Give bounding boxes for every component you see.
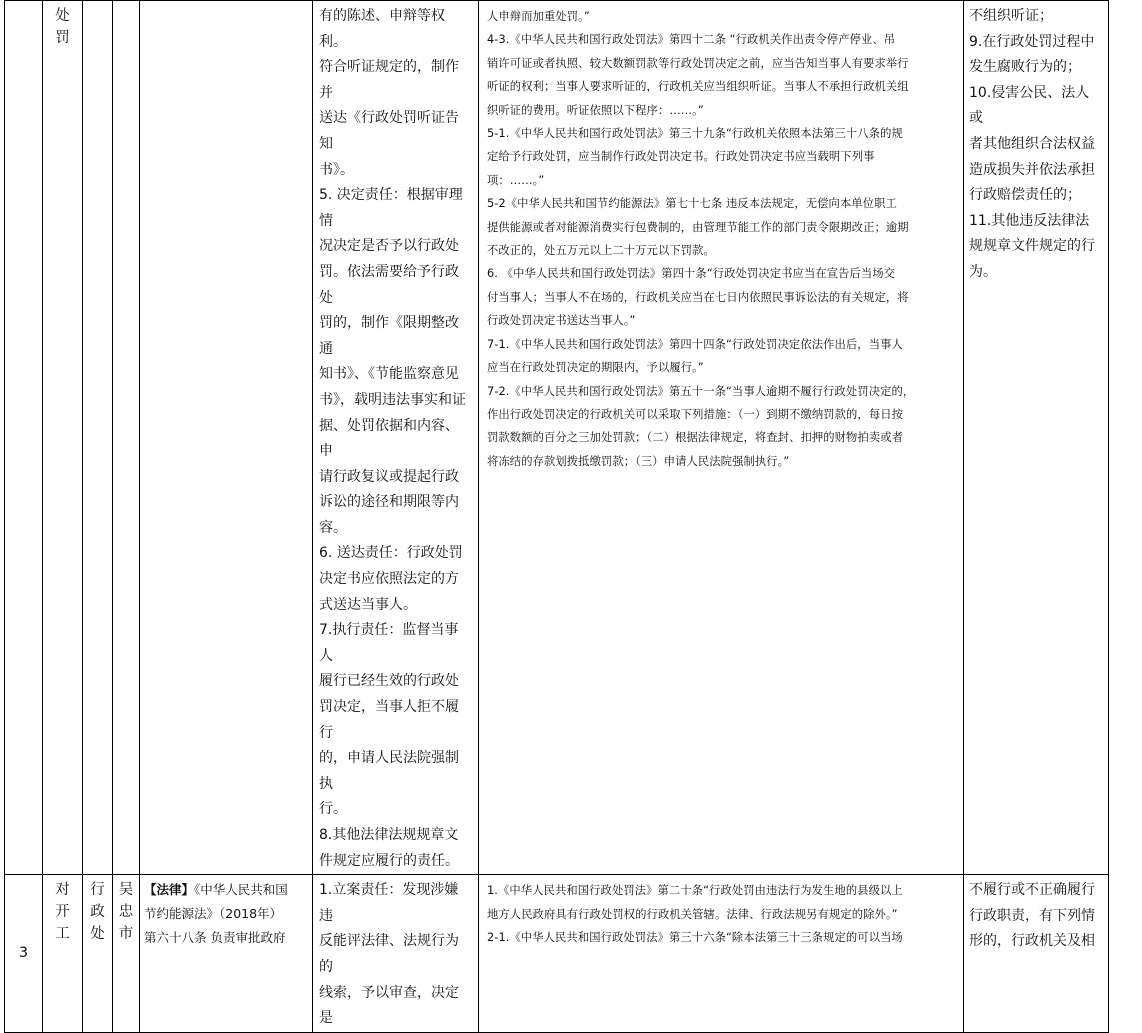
- text-line: 7-2.《中华人民共和国行政处罚法》第五十一条“当事人逾期不履行行政处罚决定的，: [487, 384, 915, 398]
- row1-level-cell: [113, 1, 140, 875]
- row1-index-cell: [5, 1, 43, 875]
- text-line: 线索，予以审查，决定是: [319, 984, 459, 1027]
- text-line: 有的陈述、申辩等权利。: [319, 8, 445, 50]
- text-line: 对: [55, 882, 70, 899]
- table-row: [5, 1, 1109, 875]
- text-line: 送达《行政处罚听证告知: [319, 110, 459, 152]
- text-line: 为。: [969, 263, 997, 280]
- text-line: 据、处罚依据和内容、申: [319, 417, 459, 460]
- text-line: 1.《中华人民共和国行政处罚法》第二十条“行政处罚由违法行为发生地的县级以上: [487, 884, 903, 898]
- text-line: 工: [55, 926, 70, 943]
- row2-basis-cell: [140, 875, 313, 1033]
- row2-level-cell: [113, 875, 140, 1033]
- row2-index-cell: [5, 875, 43, 1033]
- text-line: 4-3.《中华人民共和国行政处罚法》第四十二条 “行政机关作出责令停产停业、吊: [487, 33, 896, 47]
- text-line: 规规章文件规定的行: [969, 238, 1095, 255]
- row2-basis-text: [140, 875, 312, 950]
- text-line: 应当在行政处罚决定的期限内，予以履行。”: [487, 361, 704, 375]
- text-line: 造成损失并依法承担: [969, 161, 1095, 178]
- text-line: 罚决定，当事人拒不履行: [319, 699, 459, 741]
- text-line: 人申辩而加重处罚。”: [487, 10, 590, 23]
- text-line: 开: [55, 904, 70, 921]
- text-line: 式送达当事人。: [319, 596, 417, 613]
- row1-type-cell: [83, 1, 113, 875]
- text-line: 处: [90, 926, 105, 943]
- row1-legal-basis-text: [479, 1, 963, 473]
- text-line: 1.立案责任：发现涉嫌违: [319, 882, 459, 924]
- text-line: 行: [90, 882, 105, 899]
- text-line: 7.执行责任：监督当事人: [319, 622, 459, 664]
- text-line: 政: [90, 904, 105, 921]
- text-line: 形的，行政机关及相: [969, 933, 1095, 950]
- row2-type: [83, 875, 112, 945]
- text-line: 付当事人；当事人不在场的，行政机关应当在七日内依照民事诉讼法的有关规定，将: [487, 290, 909, 304]
- text-line: 2-1.《中华人民共和国行政处罚法》第三十六条“除本法第三十三条规定的可以当场: [487, 931, 903, 944]
- row2-level: [113, 875, 139, 945]
- text-line: 书》。: [319, 161, 354, 178]
- text-line: 诉讼的途径和期限等内: [319, 494, 459, 511]
- text-line: 发生腐败行为的；: [969, 59, 1081, 76]
- text-line: 不组织听证；: [969, 8, 1053, 24]
- row2-type-cell: [83, 875, 113, 1033]
- text-line: 8.其他法律法规规章文: [319, 827, 459, 843]
- text-line: 反能评法律、法规行为的: [319, 933, 459, 975]
- text-line: 请行政复议或提起行政: [319, 468, 459, 485]
- text-line: 行政赔偿责任的；: [969, 187, 1081, 204]
- text-line: 6. 《中华人民共和国行政处罚法》第四十条“行政处罚决定书应当在宣告后当场交: [487, 267, 896, 281]
- text-line: 7-1.《中华人民共和国行政处罚法》第四十四条“行政处罚决定依法作出后，当事人: [487, 337, 903, 351]
- text-line: 作出行政处罚决定的行政机关可以采取下列措施：（一）到期不缴纳罚款的，每日按: [487, 407, 904, 421]
- text-line: 听证的权利；当事人要求听证的，行政机关应当组织听证。当事人不承担行政机关组: [487, 80, 909, 94]
- basis-line: 第六十八条 负责审批政府: [144, 930, 286, 946]
- text-line: 地方人民政府具有行政处罚权的行政机关管辖。法律、行政法规另有规定的除外。”: [487, 907, 898, 921]
- row1-item-name: 处罚: [55, 8, 70, 46]
- row1-responsibility-cell: [313, 1, 479, 875]
- text-line: 罚款数额的百分之三加处罚款；（二）根据法律规定，将查封、扣押的财物拍卖或者: [487, 431, 904, 445]
- row1-responsibility-text: [313, 1, 478, 874]
- text-line: 件规定应履行的责任。: [319, 852, 459, 869]
- row1-item-name-cell: [43, 1, 83, 875]
- row2-item-name-cell: [43, 875, 83, 1033]
- row2-responsibility-cell: [313, 875, 479, 1033]
- row1-basis-cell: [140, 1, 313, 875]
- row2-accountability-text: [964, 875, 1108, 955]
- row2-item-name: [43, 875, 82, 945]
- text-line: 书》，载明违法事实和证: [319, 391, 466, 408]
- text-line: 10.侵害公民、法人或: [969, 84, 1090, 127]
- text-line: 罚。依法需要给予行政处: [319, 263, 459, 306]
- text-line: 忠: [118, 904, 134, 921]
- text-line: 行政处罚决定书送达当事人。”: [487, 314, 636, 328]
- text-line: 项：……。”: [487, 173, 545, 187]
- text-line: 决定书应依照法定的方: [319, 571, 459, 588]
- text-line: 符合听证规定的，制作并: [319, 59, 459, 101]
- text-line: 况决定是否予以行政处: [319, 238, 459, 255]
- row2-accountability-cell: [964, 875, 1109, 1033]
- text-line: 市: [118, 926, 134, 943]
- row1-legal-basis-cell: [479, 1, 964, 875]
- text-line: 5-2《中华人民共和国节约能源法》第七十七条 违反本法规定，无偿向本单位职工: [487, 197, 897, 211]
- text-line: 提供能源或者对能源消费实行包费制的，由管理节能工作的部门责令限期改正；逾期: [487, 220, 909, 234]
- text-line: 罚的，制作《限期整改通: [319, 315, 459, 357]
- text-line: 定给予行政处罚，应当制作行政处罚决定书。行政处罚决定书应当载明下列事: [487, 150, 875, 164]
- text-line: 将冻结的存款划拨抵缴罚款；（三）申请人民法院强制执行。”: [487, 454, 790, 468]
- text-line: 9.在行政处罚过程中: [969, 33, 1095, 50]
- text-line: 容。: [319, 519, 347, 536]
- text-line: 履行已经生效的行政处: [319, 673, 459, 690]
- text-line: 织听证的费用。听证依照以下程序：……。”: [487, 103, 704, 117]
- text-line: 6. 送达责任：行政处罚: [319, 545, 463, 562]
- row1-accountability-cell: [964, 1, 1109, 875]
- row2-index: 3: [18, 945, 29, 962]
- row2-legal-basis-cell: [479, 875, 964, 1033]
- text-line: 行。: [319, 801, 347, 818]
- text-line: 5. 决定责任：根据审理情: [319, 187, 463, 229]
- text-line: 11.其他违反法律法: [969, 212, 1090, 229]
- row2-responsibility-text: [313, 875, 478, 1032]
- text-line: 者其他组织合法权益: [969, 135, 1095, 152]
- administrative-penalty-table: [4, 0, 1109, 1033]
- row2-legal-basis-text: [479, 875, 963, 949]
- row1-accountability-text: [964, 1, 1108, 286]
- law-tag: 【法律】: [144, 882, 195, 898]
- text-line: 5-1.《中华人民共和国行政处罚法》第三十九条“行政机关依照本法第三十八条的规: [487, 127, 903, 141]
- text-line: 吴: [118, 882, 134, 899]
- text-line: 知书》、《节能监察意见: [319, 366, 459, 383]
- basis-line: 节约能源法》（2018年）: [144, 906, 283, 922]
- table-row: [5, 875, 1109, 1033]
- text-line: 行政职责，有下列情: [969, 907, 1095, 924]
- basis-line: 《中华人民共和国: [194, 882, 288, 898]
- text-line: 销许可证或者执照、较大数额罚款等行政处罚决定之前，应当告知当事人有要求举行: [487, 56, 909, 70]
- text-line: 不履行或不正确履行: [969, 882, 1095, 899]
- text-line: 的，申请人民法院强制执: [319, 750, 459, 792]
- text-line: 不改正的，处五万元以上二十万元以下罚款。: [487, 244, 715, 258]
